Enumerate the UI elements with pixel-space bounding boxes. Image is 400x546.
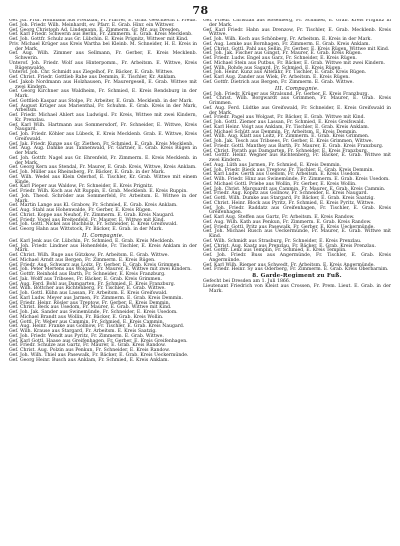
- list-entry: Gef. Friedr. Pagel aus Wolgast, Fr. Bäcker, E. Grab. Wittwe mit Kind.: [203, 115, 365, 121]
- list-entry: Priv. Michael Krüger aus Kreis Wartha bei Kleinb. M. Schneider, H. E. Kreis in der Mark.: [9, 41, 197, 52]
- list-entry: Unterof. Joh. Friedr. Wolf aus Hinterpomm., Fr. Arbeitsm. E. Wittwe, Kreis Rügenwalde.: [9, 60, 197, 71]
- list-entry: Gef. Joh. Friedr. Krüger aus Stralsund, Fr. Gerber, E. Kreis Franzburg.: [203, 91, 369, 97]
- list-entry: Gef. Wilh. Rohde aus Sagard, Fr. Schmied, E. Kreis Rügen.: [203, 65, 342, 71]
- list-entry: Gef. Martin Lange aus Kl. Grabow, Fr. Schmied, E. Grab. Kreis Anklam.: [9, 203, 178, 209]
- list-entry: Gef. Friedr. Schulze aus Gartz, Fr. Maurer, E. Grab. Kreis Randow.: [9, 343, 166, 349]
- list-entry: Gef. Joh. Friedr. Wendt aus Pyritz, Fr. Zimmerm. E. Grab. Wittwe.: [9, 333, 164, 339]
- list-entry: Gef. Gottl. Wilh. Dumke aus Stargard, Fr. Bäcker, E. Grab. Kreis Saatzig.: [203, 196, 375, 201]
- list-entry: Gef. Friedr. Aug. Schwarz aus Loitz, Fr. Gerber, E. Grab. Kreis Grimmen.: [9, 262, 181, 268]
- list-entry: Gef. Joh. Christ. Marquardt aus Cammin, Fr. Maurer, E. Grab. Kreis Cammin.: [203, 186, 386, 192]
- list-entry: Gef. Karl Friedr. Schwerin aus Berlin, Fr. Zimmerm. E. Grab. Kreis Mecklenb.: [9, 32, 193, 38]
- list-entry: Gef. Michael Schütt aus Demmin, Fr. Arbeitsm. E. Kreis Demmin.: [203, 129, 358, 135]
- list-entry: Gef. Joh. Wilh. Koch aus Schönberg, Fr. Arbeitsm. E. Kreis in der Mark.: [203, 37, 372, 42]
- list-entry: Gef. Wilh. Krause aus Stargard, Fr. Arbeitsm. E. Kreis Saatzig.: [9, 329, 157, 334]
- list-entry: Gef. Karl Wilh. Hartmann aus Sommersdorf, Fr. Schneider, E. Wittwe, Kreis Naugard.: [9, 122, 197, 133]
- list-entry: Gef. Christ. Wilh. Ruge aus Gützkow, Fr. Arbeitsm. E. Grab. Wittwe.: [9, 253, 169, 258]
- list-entry: Gef. Karl Friedr. Hahn aus Drenzow, Fr. Tischler, E. Grab. Mecklenb. Kreis Wittwe.: [203, 27, 391, 38]
- list-entry: Gef. Aug. Lüth aus Jarmen, Fr. Schmied, E. Kreis Demmin.: [203, 162, 342, 168]
- list-entry: Gef. Karl Heinr. Voigt aus Anklam, Fr. Tischler, E. Grab. Kreis Anklam.: [203, 124, 370, 130]
- list-entry: Gef. Joh. Gottl. Kühn aus Lassan, Fr. Arbeitsm. E. Kreis Greifswald.: [9, 291, 168, 296]
- list-entry: Gef. Joh. Friedr. Raddatz aus Greifenhagen, Fr. Tischler, E. Grab. Kreis Greifenhagen.: [203, 205, 391, 216]
- list-entry: Gef. Aug. Ferd. Lüdtke aus Greifswald, Fr. Schneider, E. Kreis Greifswald in der Mark.: [203, 105, 391, 116]
- list-entry: Lieutenant Friedrich von Kleist aus Crossen, Fr. Prem. Lieut. E. Grab. in der Mark.: [203, 283, 391, 294]
- list-entry: Gef. Aug. Stahl aus Hohenwalde, Fr. Gerber, E. Kreis Rügen.: [9, 208, 153, 213]
- list-entry: Gef. Karl Ludw. Meyer aus Jarmen, Fr. Zimmerm. E. Grab. Kreis Demmin.: [9, 295, 183, 301]
- list-entry: Gef. Aug. Lemke aus Bornhagen, Fr. Zimmerm. E. Grab. Kreis Anklam.: [203, 41, 370, 47]
- list-entry: Gef. Joh. Jak. Tesch aus Tribsees, Fr. Gerber, E. Kreis Grimmen, Wittwe.: [203, 139, 373, 144]
- list-entry: Gef. Friedr. Christian aus Rosenberg, Fr. Schmied, E. Grab. Kreis Prignitz in der Mark.: [203, 19, 391, 28]
- list-entry: Gef. Karl Pieper aus Waldow, Fr. Schneider, E. Kreis Prignitz.: [9, 184, 154, 190]
- list-entry: Gef. Gottfr. Heinr. Wegner aus Richtenberg, Fr. Bäcker, E. Grab. Wittwe mit zwei Kindern.: [203, 153, 391, 163]
- list-entry: Gef. Joh. Friedr. Lindner aus Hohenfelde, Fr. Tischler, E. Kreis Anklam in der Mark.: [9, 243, 197, 254]
- right-column: [203, 19, 391, 363]
- list-entry: Gef. Aug. Wilh. Zimmer aus Sellmann, Fr. Gerber, E. Kreis Mecklenb. Schwerin.: [9, 51, 197, 61]
- list-entry: Gef. Michael Gottl. Priebe aus Wollin, Fr. Gerber, E. Kreis Wollin.: [203, 181, 357, 187]
- list-entry: Gef. Jak. Friedr. Kunze aus Gr. Ziethen, Fr. Schmied, E. Grab. Kreis Mecklenb.: [9, 141, 194, 147]
- list-entry: Gef. Christ. Porath aus Damgarten, Fr. Schneider, E. Kreis Franzburg.: [203, 148, 369, 154]
- list-entry: Gef. Karl Wilh. Riemer aus Schwedt, Fr. Arbeitsm. E. Kreis Angermünde.: [203, 262, 375, 268]
- left-column: [9, 19, 197, 363]
- section-heading: III. Compagnie.: [275, 85, 319, 92]
- list-entry: Gef. Joh. Jak. Sander aus Swinemünde, Fr. Schneider, E. Kreis Usedom.: [9, 310, 178, 315]
- list-entry: Gef. August Krüger aus Marienthal, Fr. Schuhm. E. Grab. Kreis in der Mark, Arbeitsm.: [9, 103, 197, 114]
- list-entry: Gef. Joh. Heinr. Kunz aus Altefähr, Fr. Tischler, E. Grab. Kreis Rügen.: [203, 70, 367, 76]
- list-entry: Gef. Joh. Friedr. Wilh. Meinhardt, ev. Pfarr. E. Grab. Hinr. ein Wittwer.: [9, 22, 175, 28]
- list-entry: Gef. Georg Christoph Ad. Lindemann, E. Zimmerm. Gr. Mr. aus Dresden.: [9, 27, 181, 33]
- list-entry: Gef. Wilh. Friedr. Hinz aus Swinemünde, Fr. Zimmerm. E. Grab. Kreis Usedom.: [203, 177, 390, 182]
- list-entry: Gef. Wilh. Böttcher aus Richtenberg, Fr. Tischler, E. Grab. Wittwe.: [9, 286, 166, 292]
- list-entry: Gef. Aug. Wilh. Kath aus Penkun, Fr. Zimmerm. E. Grab. Kreis Randow.: [203, 219, 372, 225]
- list-entry: Gef. Friedr. Vogel aus Breitenfeld, Fr. Maurer, E. Wittwe mit Kind.: [9, 217, 166, 223]
- list-entry: Gef. Michael Arndt aus Bergen, Fr. Zimmerm. E. Kreis Rügen.: [9, 257, 156, 263]
- list-entry: Gef. Friedr. Michael Ahlert aus Ludwigsl. Fr. Kreis, Wittwe mit zwei Kindern, Kr. Prenzlau.: [9, 113, 197, 123]
- list-entry: Gef. Karl Aug. Zander aus Wiek, Fr. Arbeitsm. E. Kreis Rügen.: [203, 75, 350, 80]
- list-entry: Gef. Joh. Müller aus Rheinsberg, Fr. Bäcker, E. Grab. in der Mark.: [9, 170, 166, 175]
- list-entry: Gef. Joh. Theod. Schröder aus Sommerfeld, Fr. Arbeitsm. E. Wittwe in der Mark.: [9, 193, 197, 204]
- list-entry: Gef. Joh. Friedr. Buss aus Angermünde, Fr. Tischler, E. Grab. Kreis Angermünde.: [203, 253, 391, 263]
- list-entry: Gef. Joh. Friedr. Rieck aus Treptow, Fr. Tischler, E. Grab. Kreis Demmin.: [203, 167, 374, 173]
- list-entry: Gef. Friedr. Heinr. Rösler aus Treptow, Fr. Gerber, E. Kreis Demmin.: [9, 300, 171, 306]
- list-entry: Gef. Friedr. Ludw. Engel aus Garz, Fr. Schneider, E. Kreis Rügen.: [203, 56, 357, 61]
- list-entry: Gef. Gottfr. Lenz aus Templin, Fr. Schmied, E. Kreis Templin.: [203, 248, 347, 254]
- list-entry: Gef. Joh. Gottl. Nickel aus Buchholz, Fr. Schneider, E. Kreis Greifswald.: [9, 222, 178, 228]
- list-entry: Gef. Wilh. Schmidt aus Strasburg, Fr. Schneider, E. Kreis Prenzlau.: [203, 238, 362, 244]
- list-entry: Gef. Joh. Friedr. Köhler aus Lübeck, E. Kreis Mecklenb. Grab. E. Wittwe, Kreis Greifswald.: [9, 132, 197, 142]
- list-entry: Gef. Christ. Beck aus Usedom, Fr. Maurer, E. Grab. Wittwe mit Kind.: [9, 305, 172, 311]
- list-entry: Gef. Friedr. Gottl. Manthey aus Barth, Fr. Maurer, E. Grab. Kreis Franzburg.: [203, 143, 384, 149]
- list-entry: Gef. Karl Gottl. Haase aus Greifenhagen, Fr. Gerber, E. Kreis Greifenhagen.: [9, 338, 188, 344]
- two-column-body: [9, 19, 392, 363]
- list-entry: Gef. Wilh. Wedel aus Klein Oderhof, E. Tischler, Kr. Grab. Wittwe mit einem Kinde.: [9, 174, 197, 185]
- list-entry: Gef. Georg Heinr. Busch aus Anklam, Fr. Schmied, E. Kreis Anklam.: [9, 357, 169, 363]
- list-entry: Gef. Jakob Nordmann aus Holzhausen, Fr. Maurergesell, E. Grab. Wittwe mit zwei Kindern.: [9, 79, 197, 90]
- list-entry: Gef. Friedr. Gottl. Pritz aus Pasewalk, Fr. Gerber, E. Kreis Ueckermünde.: [203, 224, 375, 230]
- list-entry: Gef. Christ. Aug. Kaatz aus Prenzlau, Fr. Bäcker, E. Grab. Kreis Prenzlau.: [203, 243, 377, 249]
- list-entry: Gef. Joh. Wilh. Thiel aus Pasewalk, Fr. Bäcker, E. Grab. Kreis Ueckermünde.: [9, 352, 189, 358]
- list-entry: Gef. Karl Jenk aus Gr. Lübchin, Fr. Schmied, E. Grab. Kreis Mecklenb.: [9, 238, 175, 244]
- page-number: 78: [192, 4, 209, 17]
- list-entry: Gef. Gottlieb Kaspar aus Stolpe, Fr. Arbeiter, E. Grab. Mecklenb. in der Mark.: [9, 98, 193, 104]
- list-entry: Gef. Joh. Jak. Fischer aus Gingst, Fr. Maurer, E. Grab. Kreis Rügen.: [203, 51, 363, 57]
- list-entry: Gefecht bei Dresden am 1. Juli 1866.: [203, 279, 291, 284]
- list-entry: Gef. Christ. Koppe aus Neuhof, Fr. Zimmerm. E. Grab. Kreis Naugard.: [9, 212, 175, 218]
- list-entry: Gef. Friedr. Aug. Kopitz aus Gollnow, Fr. Schneider, E. Kreis Naugard.: [203, 191, 369, 197]
- section-heading: 8. Garde-Regiment zu Fuß.: [252, 273, 342, 279]
- list-entry: Gef. Georg Kirchner aus Waldheim, Fr. Schmied, E. Kreis Rendsburg in der Mark.: [9, 89, 197, 99]
- list-entry: Gef. Aug. Aug. Dahlke aus Tannenwald, Fr. Gärtner, E. Grab. Kreis Rügen in der Mark.: [9, 146, 197, 156]
- list-entry: Gef. Georg Hahn aus Wittstock, Fr. Bäcker, E. Grab. in der Mark.: [9, 227, 163, 232]
- list-entry: Gef. Christ. Gottl. Pahl aus Sellin, Fr. Gerber, E. Kreis Rügen, Wittwe mit Kind.: [203, 46, 390, 52]
- list-entry: Gef. Georg Kern aus Stendal, Fr. Maurer, E. Grab. Kreis, Wittwe, Kreis Anklam.: [9, 165, 197, 171]
- list-entry: Gef. Michael Brandt aus Wollin, Fr. Bäcker, E. Grab. Kreis Wollin.: [9, 314, 164, 320]
- list-entry: Gef. Gottfr. Dietrich aus Bergen, Fr. Zimmerm. E. Grab. Wittwe.: [203, 79, 354, 85]
- list-entry: Gef. Gottfr. Reinhold aus Barth, Fr. Schneider, E. Kreis Franzburg.: [9, 272, 166, 277]
- list-entry: Unterof. Joh. Chr. Schmidt aus Ziegelhof, Fr. Bäcker, E. Grab. Wittwe.: [9, 70, 174, 76]
- list-entry: Gef. Aug. Heinr. Franke aus Gollnow, Fr. Tischler, E. Grab. Kreis Naugard.: [9, 324, 185, 330]
- list-entry: Gef. Joh. Michael Rusch aus Ueckermünde, Fr. Maurer, E. Grab. Wittwe mit Kind.: [203, 229, 391, 239]
- list-entry: Gef. Michael Stein aus Putbus, Fr. Bäcker, E. Grab. Wittwe mit zwei Kindern.: [203, 60, 386, 66]
- list-entry: Gef. Jul. Frdr. Hoffmann aus Prenzlau, Fr. Pfarrer, E. Grab. Geschlecht i. Preuß.: [9, 19, 197, 23]
- list-entry: Gef. Aug. Ferd. Bohl aus Damgarten, Fr. Schmied, E. Kreis Franzburg.: [9, 281, 176, 287]
- list-entry: Gef. Joh. Gottfr. Nagel aus Gr. Ehrenfeld, Fr. Zimmerm. E. Kreis Mecklenb. in der Mark.: [9, 155, 197, 166]
- list-entry: Gef. Friedr. Heinr. Sy aus Oderberg, Fr. Zimmerm. E. Grab. Kreis Oberbarnim.: [203, 267, 389, 273]
- list-entry: Gef. Karl Ludw. Gerth aus Usedom, Fr. Arbeitsm. E. Kreis Usedom.: [203, 172, 361, 178]
- list-entry: Gef. Gottl. Fr. Weber aus Cammin, Fr. Schmied, E. Kreis Cammin.: [9, 319, 165, 325]
- list-entry: Gef. Christ. Friedr. Gottlieb Rabe aus Demmin, E. Tischler, Kr. Anklam.: [9, 75, 177, 80]
- list-entry: Gef. Joh. Gottfr. Schulz aus Gr. Lübchin. E. Kreis Prignitz, Wittwer mit Kind.: [9, 37, 189, 42]
- list-entry: Gef. Wilh. Aug. Klatt aus Loitz, Fr. Zimmerm. E. Grab. Kreis Grimmen.: [203, 134, 370, 140]
- list-entry: Gef. Joh. Peter Mertens aus Wolgast, Fr. Maurer, E. Wittwe mit zwei Kindern.: [9, 267, 192, 273]
- list-entry: Gef. Christ. Wilh. Borgwardt aus Grimmen, Fr. Maurer, E. Grab. Kreis Grimmen.: [203, 96, 391, 106]
- list-entry: Gef. Friedr. Wilh. Koch aus Alt Ruppin, E. Grab. Mecklenb. E. Kreis Ruppin.: [9, 189, 188, 194]
- list-entry: Gef. Christ. Heinr. Block aus Pyritz, Fr. Schmied, E. Kreis Pyritz, Wittwe.: [203, 200, 375, 206]
- list-entry: Gef. Karl Aug. Steffen aus Gartz, Fr. Arbeitsm. E. Kreis Randow.: [203, 215, 355, 220]
- list-entry: Gef. Joh. Gottl. Ziemer aus Lassan, Fr. Schmied, E. Kreis Greifswald.: [203, 120, 366, 125]
- list-entry: Gef. Christ. Aug. Polzin aus Penkun, Fr. Schneider, E. Kreis Randow.: [9, 348, 171, 353]
- section-heading: II. Compagnie.: [82, 232, 124, 239]
- list-entry: Gef. Jak. Wolff aus Tribsees, Fr. Bäcker, E. Grab. Kreis Grimmen.: [9, 276, 162, 282]
